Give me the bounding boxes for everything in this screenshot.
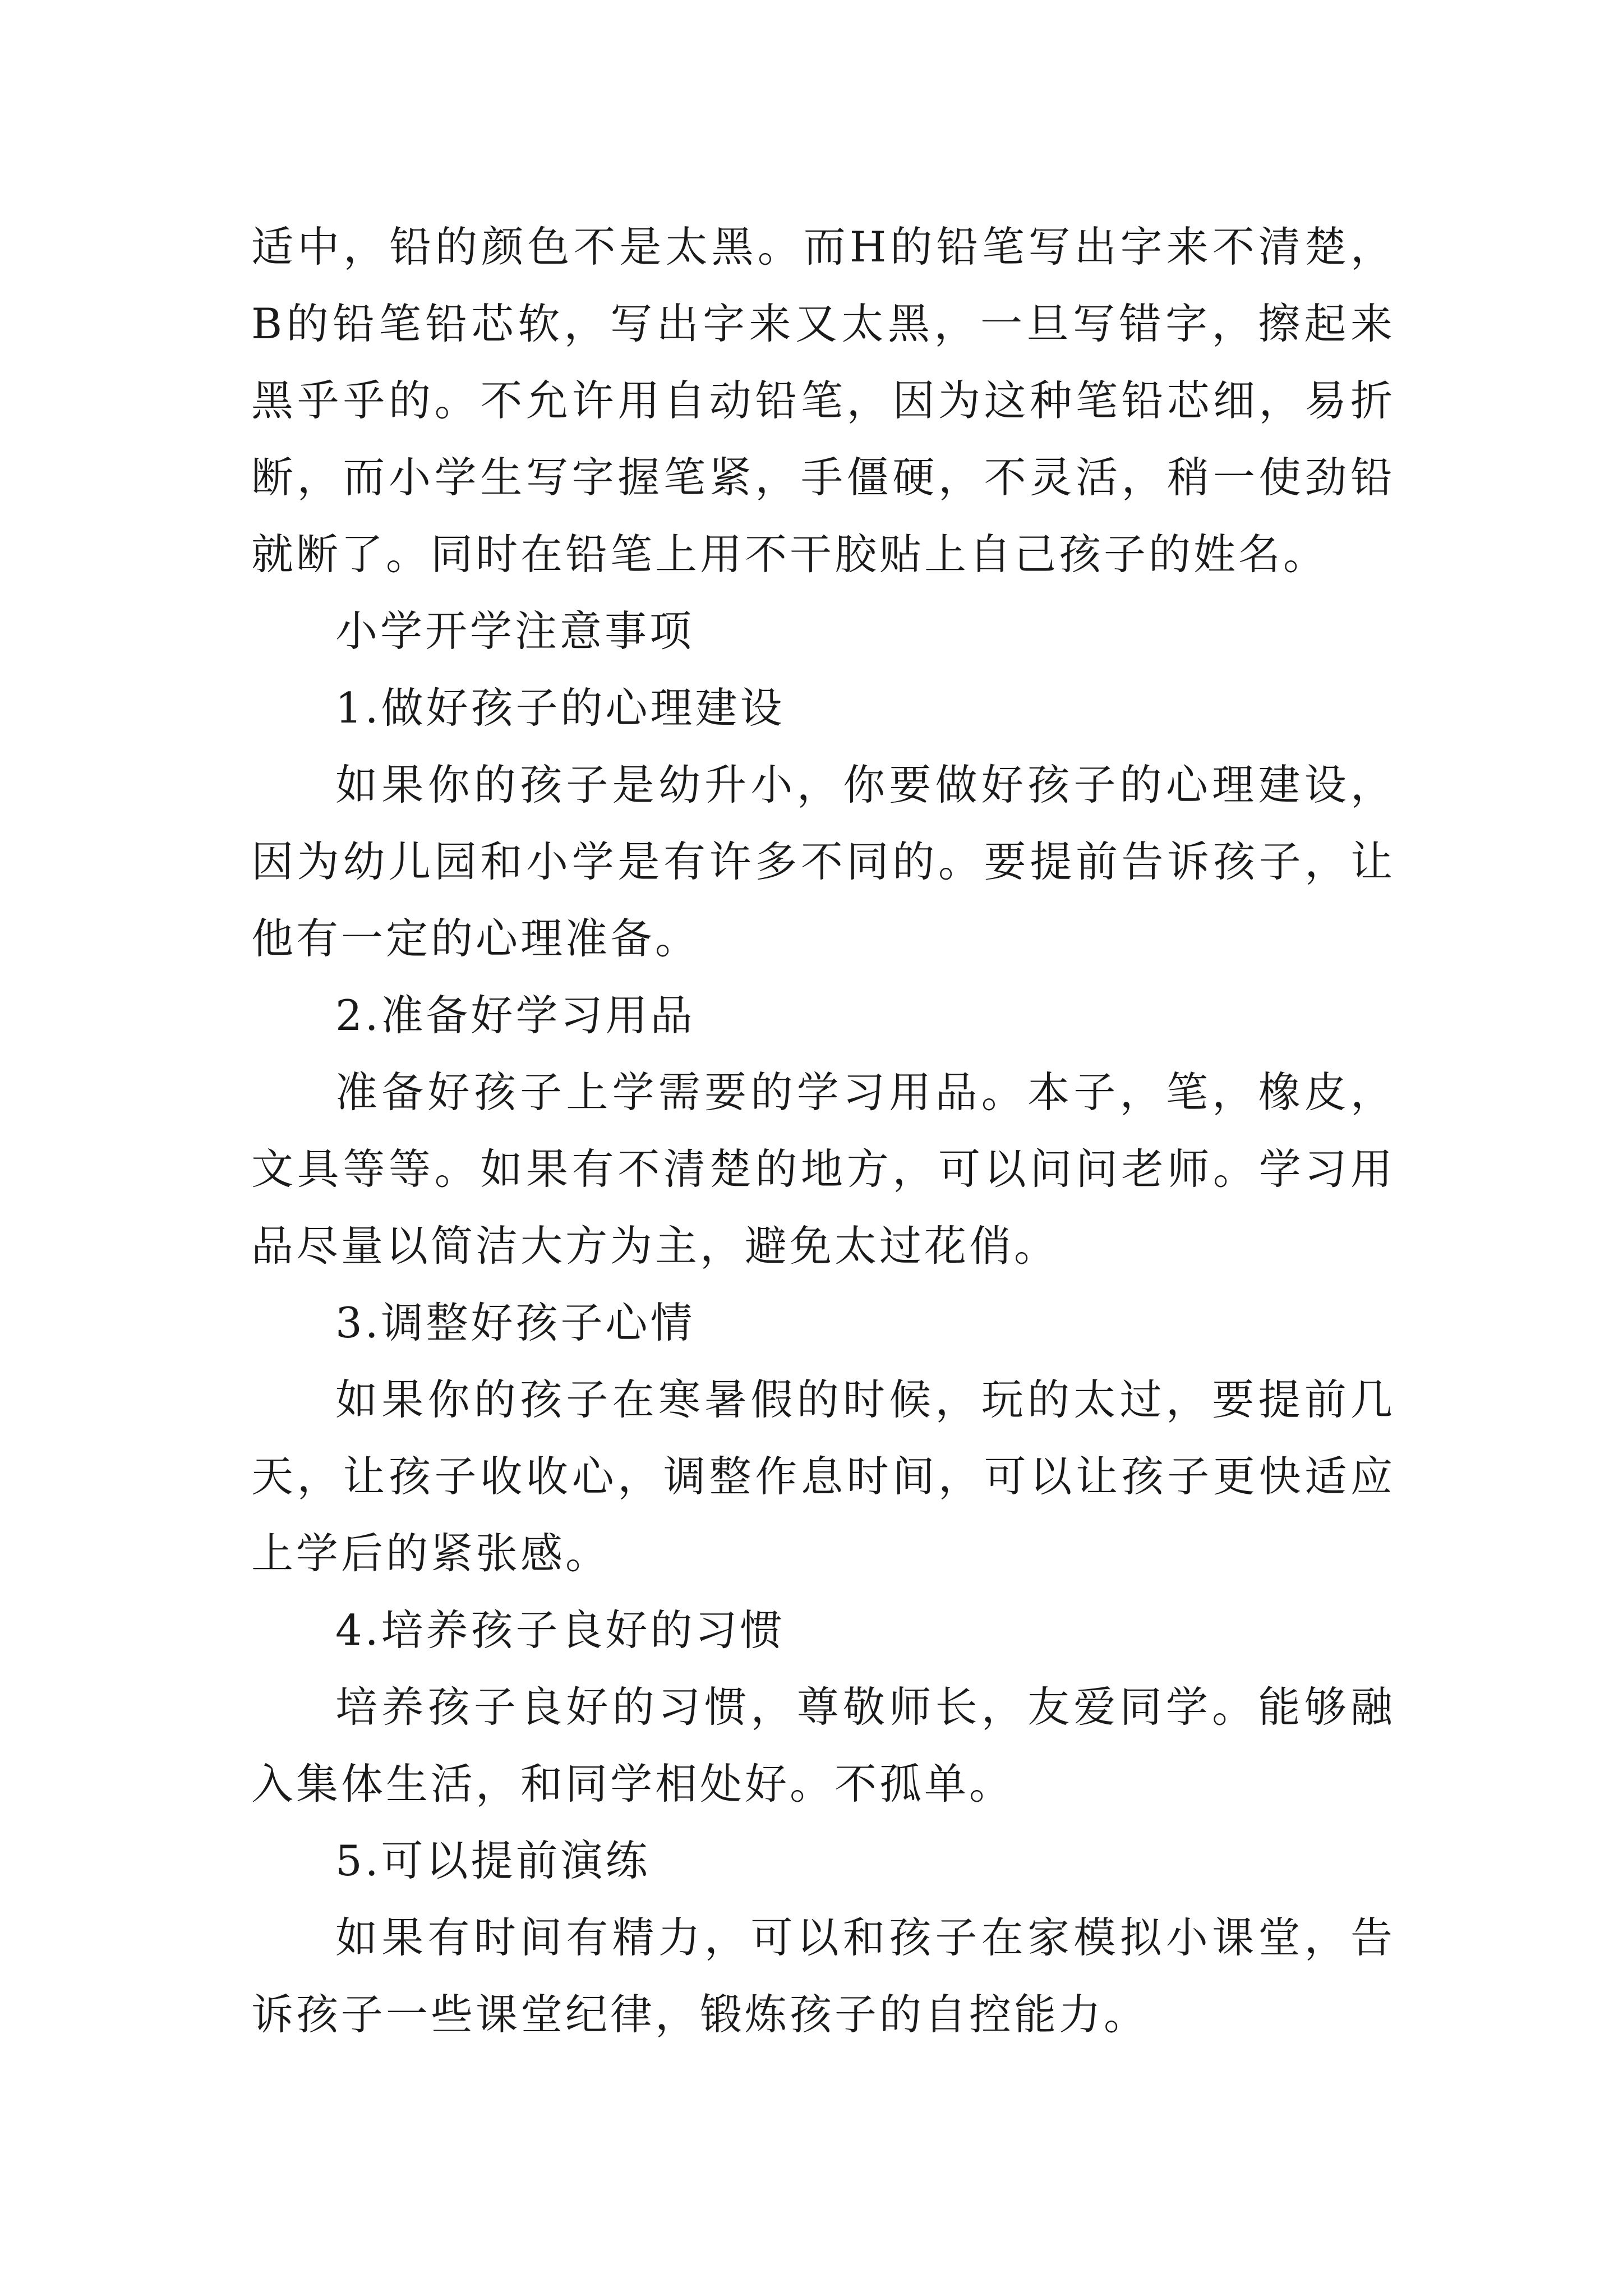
item-body-3: 如果你的孩子在寒暑假的时候，玩的太过，要提前几天，让孩子收收心，调整作息时间，可以让孩子更快适应上学后的紧张感。 [251,1375,1395,1578]
item-body-2: 准备好孩子上学需要的学习用品。本子，笔，橡皮，文具等等。如果有不清楚的地方，可以问问老师。学习用品尽量以简洁大方为主，避免太过花俏。 [251,1068,1395,1271]
item-body-5: 如果有时间有精力，可以和孩子在家模拟小课堂，告诉孩子一些课堂纪律，锻炼孩子的自控能力。 [251,1913,1395,2039]
item-body-4: 培养孩子良好的习惯，尊敬师长，友爱同学。能够融入集体生活，和同学相处好。不孤单。 [251,1682,1395,1809]
item-heading-4: 4.培养孩子良好的习惯 [335,1605,785,1655]
document-page [251,209,1395,2053]
item-heading-3: 3.调整好孩子心情 [335,1298,695,1347]
item-heading-1: 1.做好孩子的心理建设 [335,683,785,733]
item-heading-2: 2.准备好学习用品 [335,991,695,1040]
section-heading: 小学开学注意事项 [335,606,695,656]
paragraph-pencil-advice: 适中，铅的颜色不是太黑。而H的铅笔写出字来不清楚，B的铅笔铅芯软，写出字来又太黑，一旦写错字，擦起来黑乎乎的。不允许用自动铅笔，因为这种笔铅芯细，易折断，而小学生写字握笔紧，手僵硬，不灵活，稍一使劲铅就断了。同时在铅笔上用不干胶贴上自己孩子的姓名。 [251,222,1395,579]
item-heading-5: 5.可以提前演练 [335,1836,651,1885]
item-body-1: 如果你的孩子是幼升小，你要做好孩子的心理建设，因为幼儿园和小学是有许多不同的。要提前告诉孩子，让他有一定的心理准备。 [251,760,1395,963]
